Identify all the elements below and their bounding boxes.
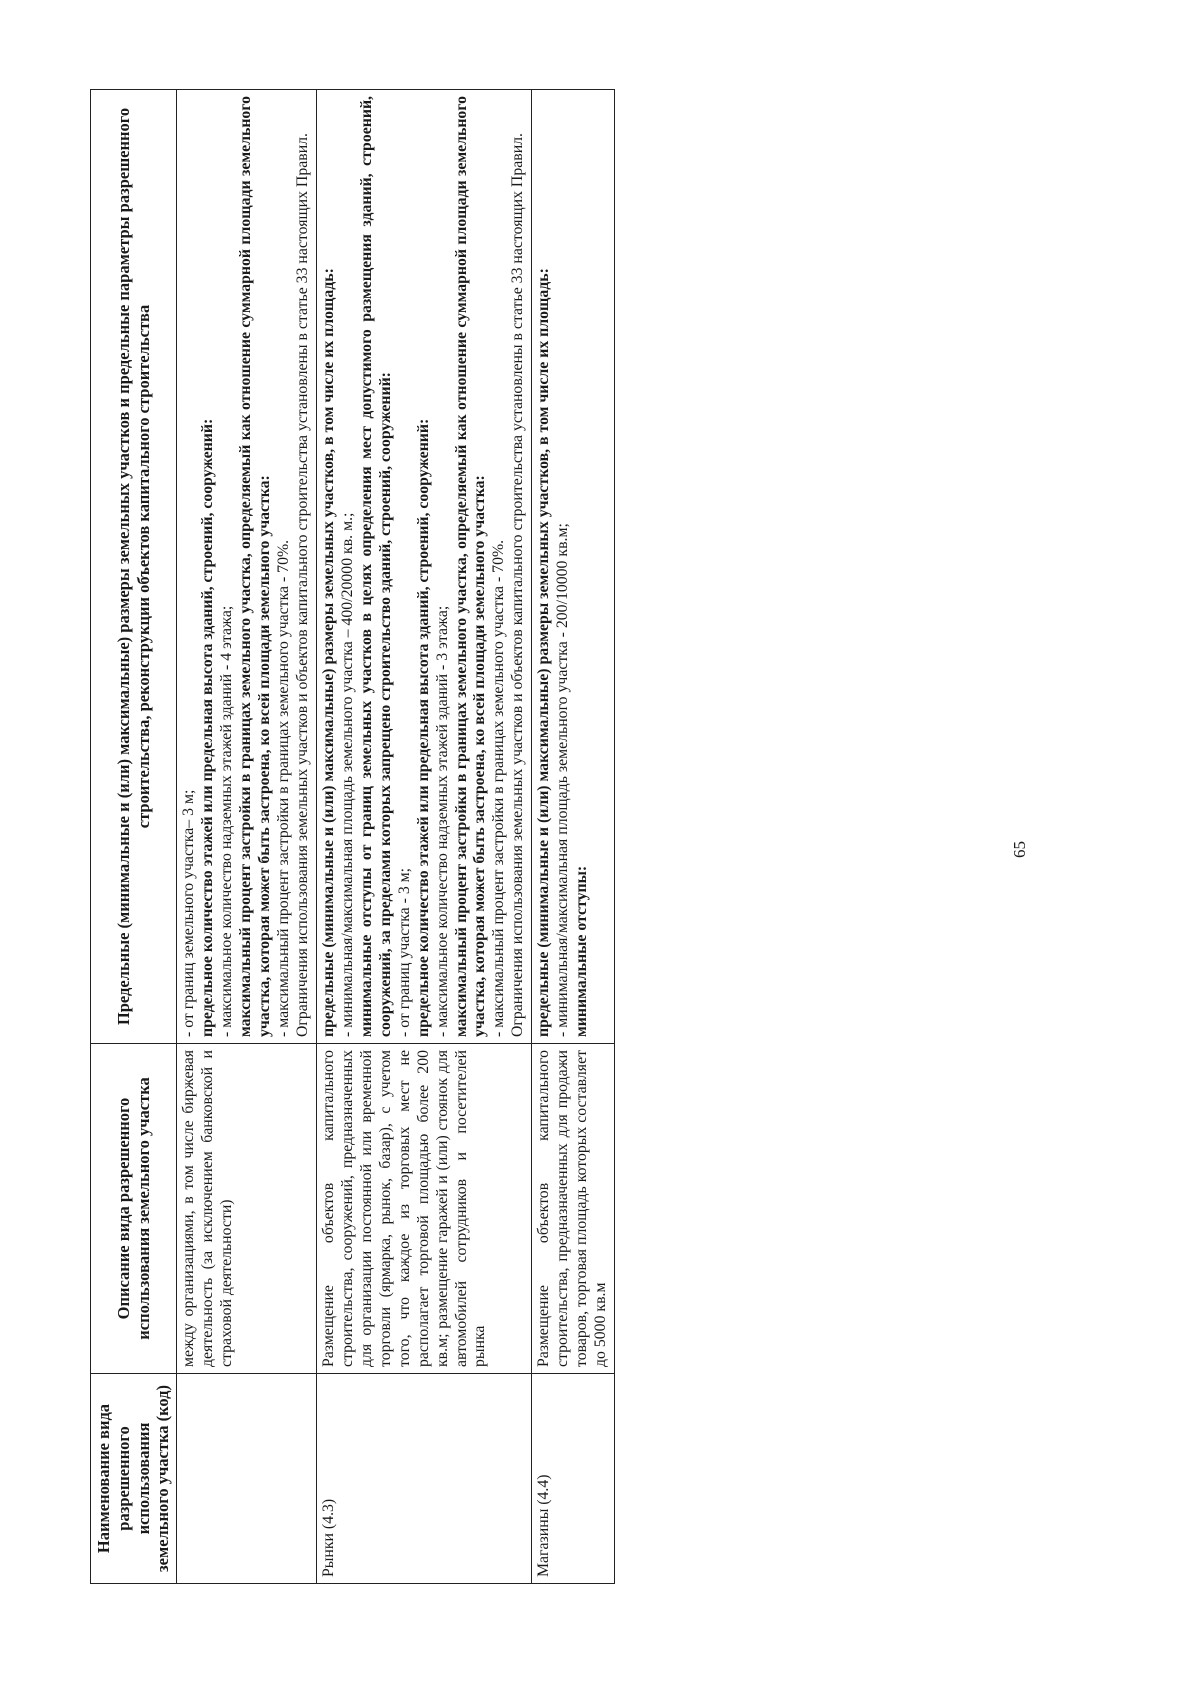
param-line: - максимальный процент застройки в границах земельного участка - 70%. [274,539,292,1037]
param-line: максимальный процент застройки в границах земельного участка, определяемый как отношение суммарной площади земельного участка, которая может быть застроена, ко всей площади земельного участка: [237,96,273,1037]
land-use-table [90,89,615,1584]
param-line: - минимальная/максимальная площадь земельного участка – 400/20000 кв. м.; [338,512,356,1037]
param-line: предельные (минимальные и (или) максимальные) размеры земельных участков, в том числе их площадь: [319,268,337,1037]
param-line: минимальные отступы от границ земельных участков в целях определения мест допустимого размещения зданий, строений, сооружений, за пределами которых запрещено строительство зданий, строений, сооружений: [357,96,394,1037]
param-line: - минимальная/максимальная площадь земельного участка - 200/10000 кв.м; [554,523,572,1037]
header-description: Описание вида разрешенного использования земельного участка [91,1044,177,1374]
row-params [316,90,531,1044]
param-line: максимальный процент застройки в границах земельного участка, определяемый как отношение суммарной площади земельного участка, которая может быть застроена, ко всей площади земельного участка: [452,96,489,1037]
header-name: Наименование вида разрешенного использования земельного участка (код) [91,1374,177,1584]
row-description: между организациями, в том числе биржевая деятельность (за исключением банковской и страховой деятельности) [177,1044,317,1374]
param-line: предельное количество этажей или предельная высота зданий, строений, сооружений: [199,418,217,1037]
table-row [532,90,615,1584]
param-line: Ограничения использования земельных участков и объектов капитального строительства установлены в статье 33 настоящих Правил. [509,133,527,1037]
param-line: - максимальное количество надземных этажей зданий - 3 этажа; [433,605,451,1037]
param-line: предельные (минимальные и (или) максимальные) размеры земельных участков, в том числе их площадь: [535,268,553,1037]
param-line: минимальные отступы: [573,865,591,1037]
param-line: - максимальный процент застройки в границах земельного участка - 70%. [490,539,508,1037]
row-params [532,90,615,1044]
page-number: 65 [1010,841,1029,858]
table-header-row [91,90,177,1584]
table-row [316,90,531,1584]
row-description: Размещение объектов капитального строительства, сооружений, предназначенных для организации постоянной или временной торговли (ярмарка, рынок, базар), с учетом того, что каждое из торговых мест не располагает торговой площадью более 200 кв.м; размещение гаражей и (или) стоянок для автомобилей сотрудников и посетителей рынка [316,1044,531,1374]
param-line: - максимальное количество надземных этажей зданий - 4 этажа; [218,605,236,1037]
row-name: Рынки (4.3) [316,1374,531,1584]
row-params [177,90,317,1044]
param-line: Ограничения использования земельных участков и объектов капитального строительства установлены в статье 33 настоящих Правил. [293,133,311,1037]
param-line: - от границ участка - 3 м; [395,867,413,1037]
param-line: предельное количество этажей или предельная высота зданий, строений, сооружений: [414,418,432,1037]
header-params: Предельные (минимальные и (или) максимальные) размеры земельных участков и предельные параметры разрешенного строительства, реконструкции объектов капитального строительства [91,90,177,1044]
param-line: - от границ земельного участка– 3 м; [180,789,198,1037]
row-name [177,1374,317,1584]
row-description: Размещение объектов капитального строительства, предназначенных для продажи товаров, торговая площадь которых составляет до 5000 кв.м [532,1044,615,1374]
row-name: Магазины (4.4) [532,1374,615,1584]
table-row [177,90,317,1584]
